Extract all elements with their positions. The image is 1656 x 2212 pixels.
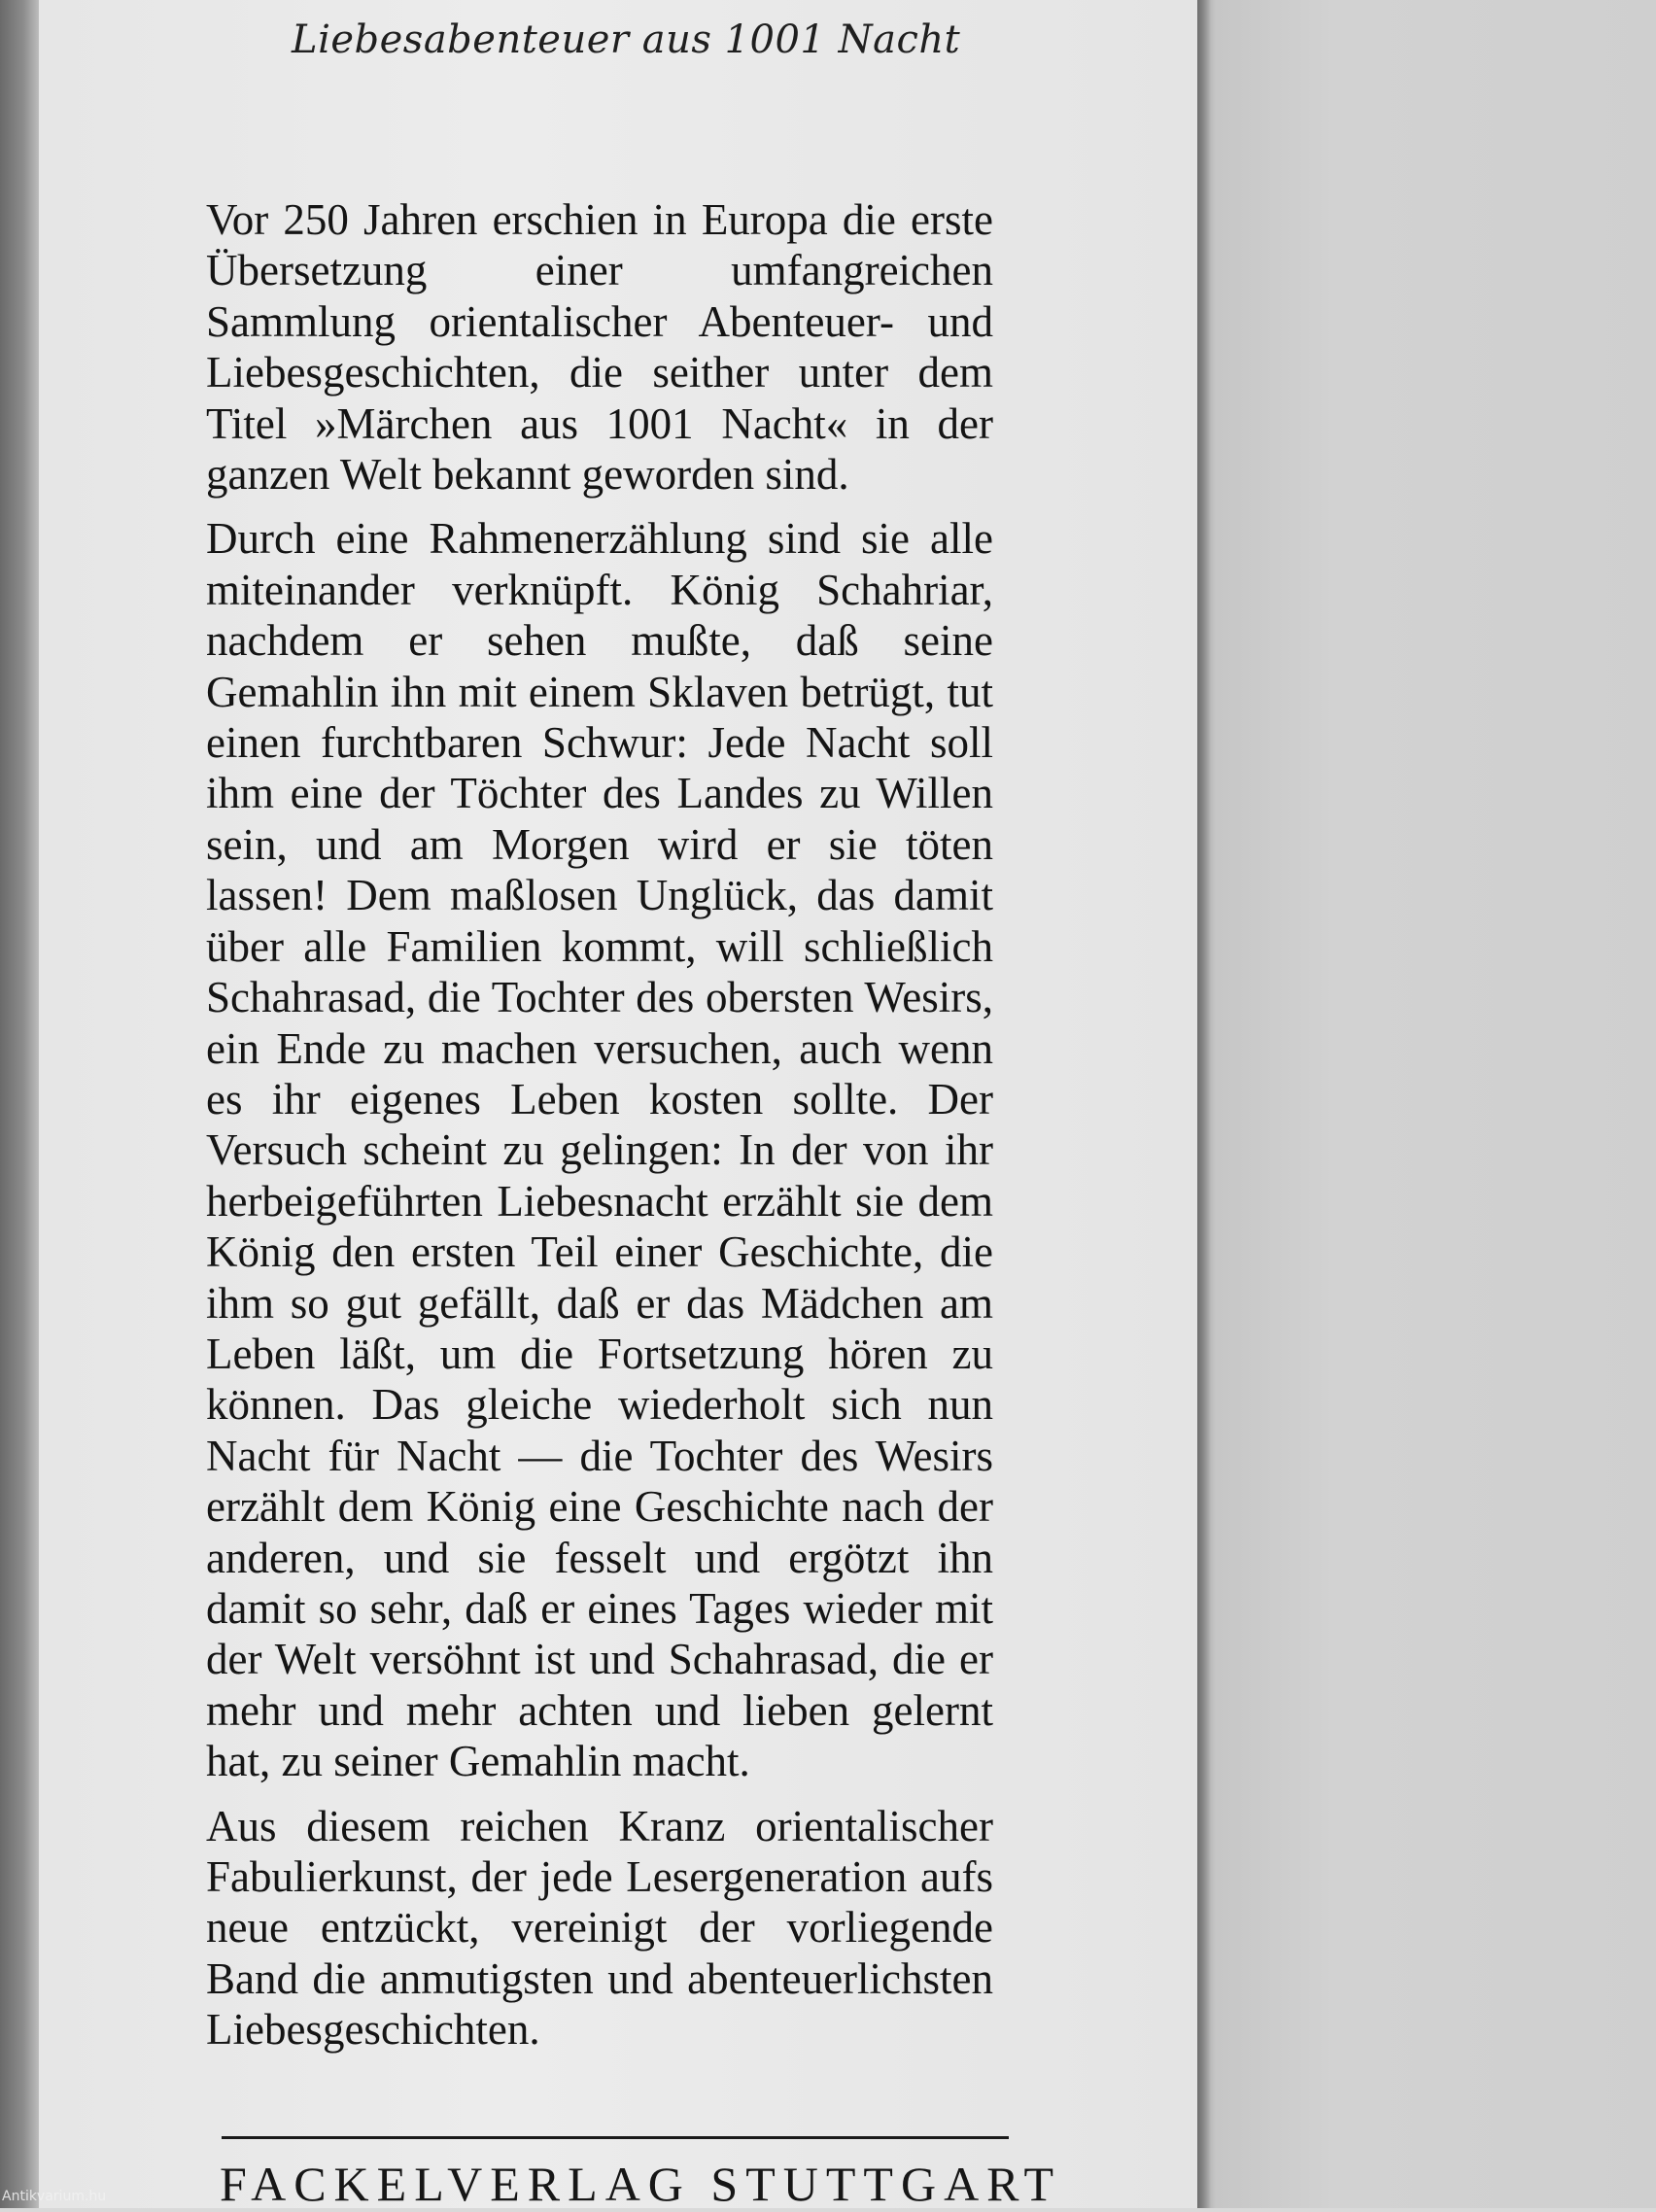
paragraph-closing: Aus diesem reichen Kranz orientalischer Fabulierkunst, der jede Lesergeneration aufs neue entzückt, vereinigt der vorliegende Band die anmutigsten und abenteuerlichsten Liebesgeschichten.	[206, 1801, 993, 2055]
publisher-name: FACKELVERLAG STUTTGART	[220, 2157, 1062, 2211]
flap-body-text	[206, 194, 993, 2069]
paragraph-story: Durch eine Rahmenerzählung sind sie alle miteinander verknüpft. König Schahriar, nachdem er sehen mußte, daß seine Gemahlin ihn mit einem Sklaven betrügt, tut einen furchtbaren Schwur: Jede Nacht soll ihm eine der Töchter des Landes zu Willen sein, und am Morgen wird er sie töten lassen! Dem maßlosen Unglück, das damit über alle Familien kommt, will schließlich Schahrasad, die Tochter des obersten Wesirs, ein Ende zu machen versuchen, auch wenn es ihr eigenes Leben kosten sollte. Der Versuch scheint zu gelingen: In der von ihr herbeigeführten Liebesnacht erzählt sie dem König den ersten Teil einer Geschichte, die ihm so gut gefällt, daß er das Mädchen am Leben läßt, um die Fortsetzung hören zu können. Das gleiche wiederholt sich nun Nacht für Nacht — die Tochter des Wesirs erzählt dem König eine Geschichte nach der anderen, und sie fesselt und ergötzt ihn damit so sehr, daß er eines Tages wieder mit der Welt versöhnt ist und Schahrasad, die er mehr und mehr achten und lieben gelernt hat, zu seiner Gemahlin macht.	[206, 514, 993, 1786]
page-edge-shadow	[1197, 0, 1211, 2208]
left-edge-shadow	[0, 0, 39, 2208]
publisher-divider	[222, 2136, 1009, 2139]
paragraph-intro: Vor 250 Jahren erschien in Europa die erste Übersetzung einer umfangreichen Sammlung orientalischer Abenteuer- und Liebesgeschichten, die seither unter dem Titel »Märchen aus 1001 Nacht« in der ganzen Welt bekannt geworden sind.	[206, 195, 993, 500]
flap-heading: Liebesabenteuer aus 1001 Nacht	[292, 17, 961, 62]
watermark-text: Antikvarium.hu	[2, 2189, 107, 2204]
background-surface	[1197, 0, 1656, 2208]
